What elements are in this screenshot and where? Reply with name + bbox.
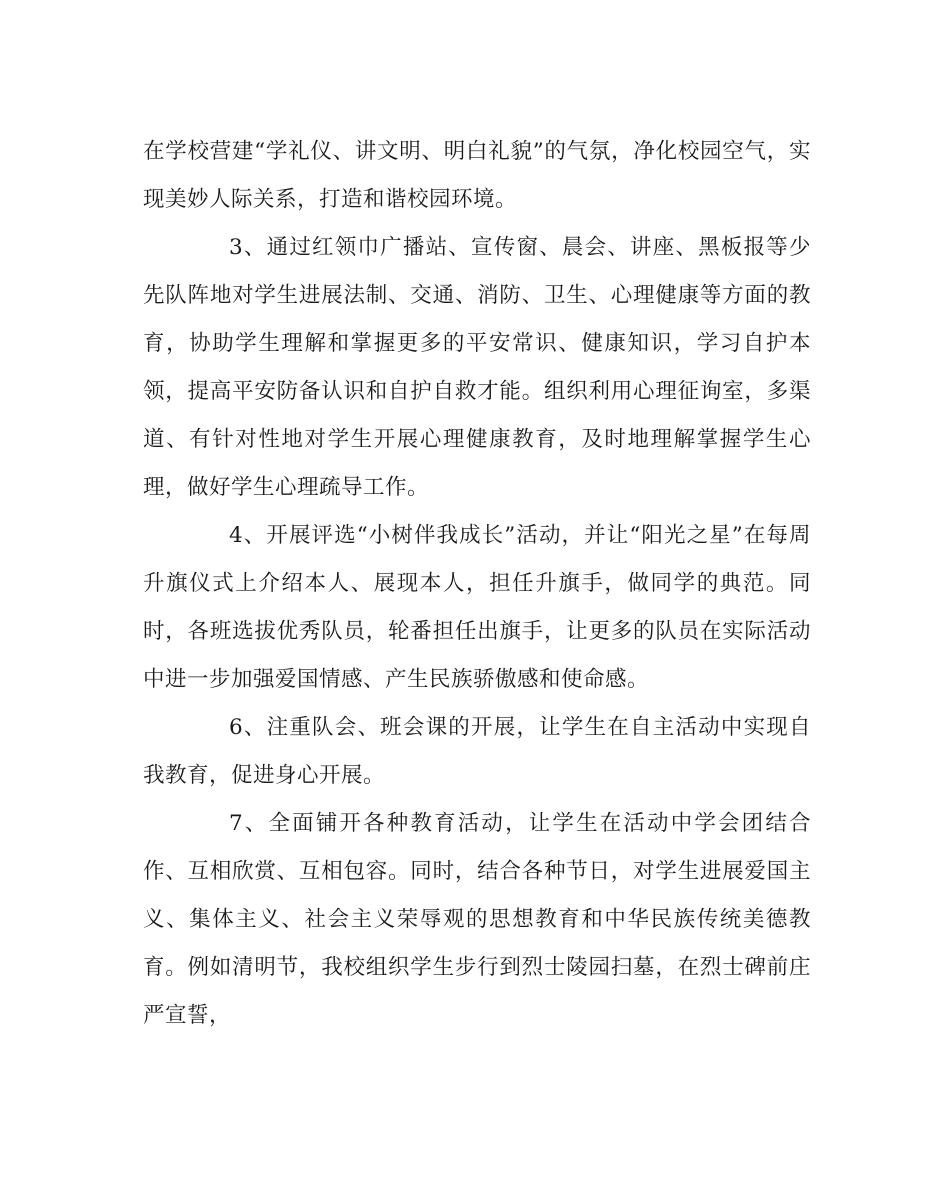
paragraph-2: 4、开展评选“小树伴我成长”活动，并让“阳光之星”在每周升旗仪式上介绍本人、展现本人，担任升旗手，做同学的典范。同时，各班选拔优秀队员，轮番担任出旗手，让更多的队员在实际活动中进一步加强爱国情感、产生民族骄傲感和使命感。 xyxy=(143,523,811,692)
document-body xyxy=(143,128,811,1040)
paragraph-0: 在学校营建“学礼仪、讲文明、明白礼貌”的气氛，净化校园空气，实现美妙人际关系，打造和谐校园环境。 xyxy=(143,139,811,212)
paragraph-3: 6、注重队会、班会课的开展，让学生在自主活动中实现自我教育，促进身心开展。 xyxy=(143,715,811,788)
paragraph-1: 3、通过红领巾广播站、宣传窗、晨会、讲座、黑板报等少先队阵地对学生进展法制、交通、消防、卫生、心理健康等方面的教育，协助学生理解和掌握更多的平安常识、健康知识，学习自护本领，提高平安防备认识和自护自救才能。组织利用心理征询室，多渠道、有针对性地对学生开展心理健康教育，及时地理解掌握学生心理，做好学生心理疏导工作。 xyxy=(143,235,811,500)
paragraph-4: 7、全面铺开各种教育活动，让学生在活动中学会团结合作、互相欣赏、互相包容。同时，结合各种节日，对学生进展爱国主义、集体主义、社会主义荣辱观的思想教育和中华民族传统美德教育。例如清明节，我校组织学生步行到烈士陵园扫墓，在烈士碑前庄严宣誓， xyxy=(143,811,811,1028)
